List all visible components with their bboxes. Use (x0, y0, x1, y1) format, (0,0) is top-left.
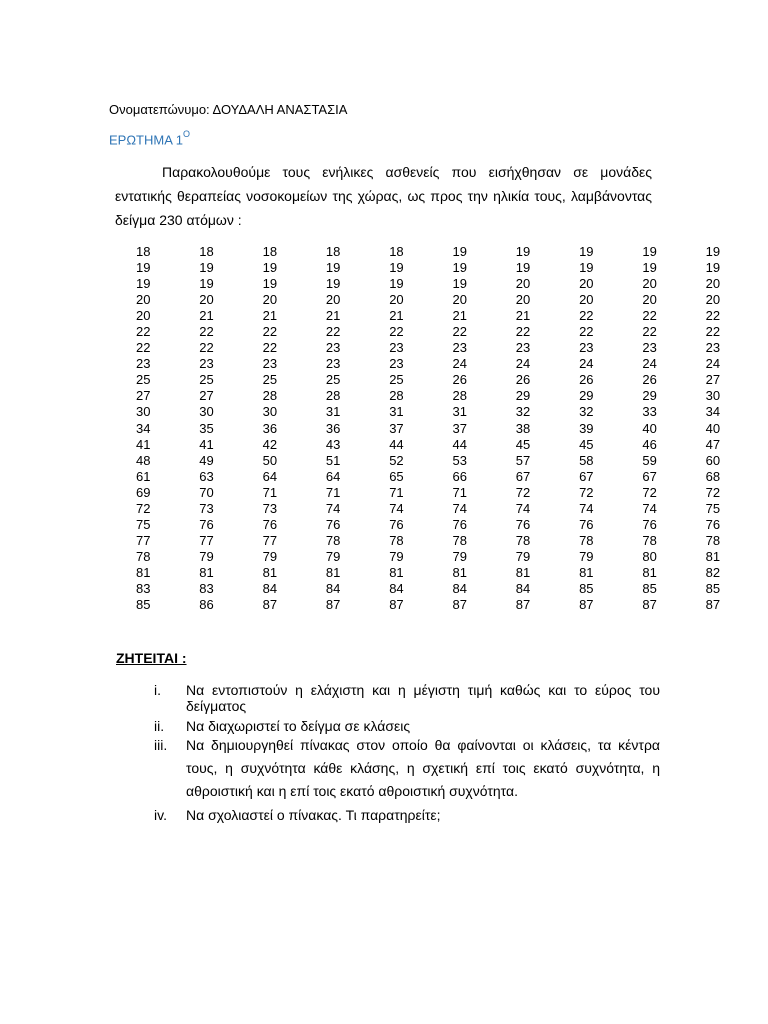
data-cell: 19 (199, 276, 214, 292)
data-cell: 57 (515, 452, 531, 468)
data-cell: 44 (452, 436, 467, 452)
data-cell: 22 (389, 324, 404, 340)
data-cell: 32 (515, 404, 531, 420)
data-cell: 37 (389, 420, 404, 436)
data-cell: 78 (452, 532, 467, 548)
data-cell: 26 (579, 372, 594, 388)
data-cell: 36 (325, 420, 341, 436)
data-cell: 87 (325, 597, 341, 613)
requirement-text: Να εντοπιστούν η ελάχιστη και η μέγιστη τιμή καθώς και το εύρος του δείγματος (186, 682, 660, 714)
data-cell: 22 (705, 324, 721, 340)
data-cell: 19 (705, 260, 721, 276)
data-cell: 78 (389, 532, 404, 548)
data-row (126, 469, 759, 485)
data-cell: 20 (389, 292, 404, 308)
data-row (126, 324, 759, 340)
data-cell: 34 (136, 420, 151, 436)
data-cell: 25 (262, 372, 278, 388)
data-cell: 28 (389, 388, 404, 404)
data-cell: 72 (515, 484, 531, 500)
requirement-item (140, 682, 660, 714)
data-cell: 42 (262, 436, 278, 452)
data-cell: 84 (325, 581, 341, 596)
data-cell: 64 (325, 468, 341, 484)
data-cell: 73 (262, 500, 278, 516)
requirement-item (140, 734, 660, 803)
data-row (126, 549, 759, 565)
data-cell: 25 (325, 372, 341, 388)
data-cell: 74 (515, 500, 531, 516)
data-cell: 77 (199, 532, 214, 548)
data-cell: 79 (262, 548, 278, 564)
data-cell: 41 (136, 436, 151, 452)
requirement-text: Να διαχωριστεί το δείγμα σε κλάσεις (186, 718, 411, 734)
data-cell: 24 (579, 356, 594, 372)
sample-data-table (126, 244, 759, 613)
data-cell: 66 (452, 468, 467, 484)
data-cell: 78 (325, 532, 341, 548)
data-row (126, 597, 759, 613)
data-cell: 40 (705, 420, 721, 436)
data-cell: 27 (136, 388, 151, 404)
requirement-text: Να δημιουργηθεί πίνακας στον οποίο θα φαίνονται οι κλάσεις, τα κέντρα τους, η συχνότητα κάθε κλάσης, η σχετική επί τοις εκατό συχνότητα, η αθροιστική και η επί τοις εκατό αθροιστική συχνότητα. (186, 737, 660, 799)
data-cell: 67 (515, 468, 531, 484)
data-cell: 81 (199, 564, 214, 580)
data-cell: 78 (642, 532, 657, 548)
data-cell: 35 (199, 420, 214, 436)
data-cell: 21 (199, 308, 214, 324)
data-cell: 81 (642, 564, 657, 580)
data-cell: 72 (705, 484, 721, 500)
data-cell: 23 (325, 340, 341, 356)
data-cell: 79 (199, 548, 214, 564)
data-cell: 75 (136, 516, 151, 532)
data-cell: 84 (262, 581, 278, 596)
data-cell: 77 (136, 532, 151, 548)
data-cell: 23 (325, 356, 341, 372)
data-cell: 40 (642, 420, 657, 436)
data-cell: 68 (705, 468, 721, 484)
data-cell: 20 (452, 292, 467, 308)
data-cell: 76 (199, 516, 214, 532)
requirement-item (140, 718, 660, 734)
data-cell: 85 (579, 581, 594, 596)
data-cell: 85 (642, 581, 657, 596)
data-cell: 22 (262, 324, 278, 340)
data-cell: 22 (199, 340, 214, 356)
data-cell: 23 (579, 340, 594, 356)
data-cell: 84 (389, 581, 404, 596)
data-cell: 34 (705, 404, 721, 420)
intro-text: Παρακολουθούμε τους ενήλικες ασθενείς που εισήχθησαν σε μονάδες εντατικής θεραπείας νοσοκομείων της χώρας, ως προς την ηλικία τους, λαμβάνοντας δείγμα 230 ατόμων : (115, 164, 652, 228)
data-cell: 72 (136, 500, 151, 516)
data-cell: 23 (389, 340, 404, 356)
data-cell: 30 (705, 388, 721, 404)
data-cell: 33 (642, 404, 657, 420)
data-cell: 78 (705, 532, 721, 548)
question-superscript: Ο (183, 129, 191, 139)
data-cell: 52 (389, 452, 404, 468)
data-cell: 19 (579, 244, 594, 260)
data-cell: 49 (199, 452, 214, 468)
data-cell: 20 (705, 276, 721, 292)
data-cell: 22 (515, 324, 531, 340)
data-cell: 19 (515, 244, 531, 260)
data-cell: 25 (199, 372, 214, 388)
data-cell: 65 (389, 468, 404, 484)
data-cell: 24 (705, 356, 721, 372)
data-cell: 81 (136, 564, 151, 580)
data-cell: 87 (579, 597, 594, 613)
data-cell: 22 (452, 324, 467, 340)
data-cell: 76 (705, 516, 721, 532)
data-cell: 18 (199, 244, 214, 260)
data-cell: 23 (705, 340, 721, 356)
data-cell: 22 (642, 324, 657, 340)
data-cell: 20 (136, 308, 151, 324)
data-cell: 79 (452, 548, 467, 564)
data-row (126, 404, 759, 420)
data-row (126, 565, 759, 581)
data-cell: 19 (389, 260, 404, 276)
data-cell: 81 (325, 564, 341, 580)
data-cell: 74 (325, 500, 341, 516)
data-cell: 28 (452, 388, 467, 404)
data-cell: 61 (136, 468, 151, 484)
data-cell: 30 (136, 404, 151, 420)
data-cell: 71 (325, 484, 341, 500)
data-cell: 22 (199, 324, 214, 340)
data-cell: 20 (199, 292, 214, 308)
data-cell: 51 (325, 452, 341, 468)
data-cell: 81 (515, 564, 531, 580)
data-cell: 86 (199, 597, 214, 613)
data-cell: 75 (705, 500, 721, 516)
data-cell: 23 (452, 340, 467, 356)
data-cell: 19 (262, 260, 278, 276)
data-cell: 81 (705, 548, 721, 564)
data-cell: 18 (389, 244, 404, 260)
data-cell: 23 (389, 356, 404, 372)
data-cell: 74 (389, 500, 404, 516)
data-cell: 67 (579, 468, 594, 484)
data-row (126, 276, 759, 292)
data-cell: 71 (452, 484, 467, 500)
data-cell: 59 (642, 452, 657, 468)
data-cell: 79 (325, 548, 341, 564)
data-cell: 76 (452, 516, 467, 532)
requirement-number: iii. (154, 737, 168, 753)
data-cell: 76 (579, 516, 594, 532)
data-cell: 85 (136, 597, 151, 613)
data-cell: 23 (199, 356, 214, 372)
data-row (126, 292, 759, 308)
data-row (126, 388, 759, 404)
data-cell: 22 (262, 340, 278, 356)
data-cell: 21 (452, 308, 467, 324)
data-cell: 20 (705, 292, 721, 308)
data-cell: 76 (515, 516, 531, 532)
data-cell: 28 (325, 388, 341, 404)
data-cell: 20 (515, 292, 531, 308)
data-row (126, 453, 759, 469)
data-row (126, 244, 759, 260)
data-cell: 60 (705, 452, 721, 468)
data-row (126, 485, 759, 501)
data-cell: 43 (325, 436, 341, 452)
data-cell: 19 (199, 260, 214, 276)
data-cell: 78 (515, 532, 531, 548)
data-row (126, 260, 759, 276)
data-cell: 82 (705, 564, 721, 580)
data-cell: 39 (579, 420, 594, 436)
data-cell: 19 (262, 276, 278, 292)
data-cell: 87 (515, 597, 531, 613)
data-cell: 78 (136, 548, 151, 564)
data-cell: 20 (579, 292, 594, 308)
data-cell: 38 (515, 420, 531, 436)
requirement-text: Να σχολιαστεί ο πίνακας. Τι παρατηρείτε; (186, 807, 441, 823)
data-cell: 19 (389, 276, 404, 292)
data-cell: 29 (579, 388, 594, 404)
intro-paragraph (115, 160, 652, 232)
data-cell: 73 (199, 500, 214, 516)
data-cell: 67 (642, 468, 657, 484)
requirement-number: iv. (154, 807, 167, 823)
data-cell: 26 (515, 372, 531, 388)
data-cell: 20 (515, 276, 531, 292)
data-cell: 80 (642, 548, 657, 564)
data-cell: 22 (579, 308, 594, 324)
data-cell: 81 (262, 564, 278, 580)
data-cell: 81 (579, 564, 594, 580)
data-row (126, 501, 759, 517)
data-cell: 22 (136, 324, 151, 340)
data-cell: 69 (136, 484, 151, 500)
data-cell: 79 (579, 548, 594, 564)
data-cell: 83 (199, 581, 214, 596)
data-cell: 22 (705, 308, 721, 324)
requirement-item (140, 807, 660, 823)
data-cell: 25 (389, 372, 404, 388)
data-cell: 26 (642, 372, 657, 388)
data-row (126, 372, 759, 388)
data-cell: 64 (262, 468, 278, 484)
data-cell: 76 (325, 516, 341, 532)
data-cell: 87 (705, 597, 721, 613)
data-cell: 72 (642, 484, 657, 500)
data-cell: 22 (136, 340, 151, 356)
data-cell: 27 (199, 388, 214, 404)
data-cell: 19 (325, 276, 341, 292)
data-cell: 58 (579, 452, 594, 468)
requirement-number: ii. (154, 718, 165, 734)
data-cell: 30 (199, 404, 214, 420)
data-cell: 31 (325, 404, 341, 420)
question-title (109, 131, 190, 147)
data-cell: 41 (199, 436, 214, 452)
data-cell: 29 (515, 388, 531, 404)
data-cell: 74 (642, 500, 657, 516)
data-cell: 47 (705, 436, 721, 452)
data-cell: 87 (262, 597, 278, 613)
question-title-text: ΕΡΩΤΗΜΑ 1 (109, 132, 184, 148)
data-cell: 84 (515, 581, 531, 596)
data-cell: 22 (579, 324, 594, 340)
data-cell: 74 (579, 500, 594, 516)
data-cell: 23 (136, 356, 151, 372)
data-cell: 83 (136, 581, 151, 596)
data-cell: 77 (262, 532, 278, 548)
data-row (126, 356, 759, 372)
data-cell: 22 (642, 308, 657, 324)
data-cell: 85 (705, 581, 721, 596)
data-cell: 76 (389, 516, 404, 532)
data-cell: 20 (642, 292, 657, 308)
data-cell: 27 (705, 372, 721, 388)
data-cell: 81 (389, 564, 404, 580)
data-cell: 29 (642, 388, 657, 404)
requirements-heading: ΖΗΤΕΙΤΑΙ : (116, 650, 187, 666)
data-cell: 23 (515, 340, 531, 356)
data-cell: 45 (579, 436, 594, 452)
data-cell: 72 (579, 484, 594, 500)
data-cell: 20 (325, 292, 341, 308)
data-cell: 18 (136, 244, 151, 260)
data-cell: 79 (515, 548, 531, 564)
data-cell: 24 (642, 356, 657, 372)
data-cell: 23 (262, 356, 278, 372)
data-cell: 21 (389, 308, 404, 324)
data-cell: 24 (452, 356, 467, 372)
requirements-list (140, 682, 660, 827)
data-cell: 30 (262, 404, 278, 420)
data-cell: 19 (325, 260, 341, 276)
data-cell: 36 (262, 420, 278, 436)
data-cell: 18 (325, 244, 341, 260)
data-cell: 20 (136, 292, 151, 308)
data-cell: 19 (515, 260, 531, 276)
data-cell: 70 (199, 484, 214, 500)
data-cell: 21 (515, 308, 531, 324)
data-cell: 19 (136, 276, 151, 292)
data-cell: 19 (642, 260, 657, 276)
data-cell: 24 (515, 356, 531, 372)
data-cell: 21 (325, 308, 341, 324)
data-cell: 20 (642, 276, 657, 292)
data-cell: 19 (452, 244, 467, 260)
data-cell: 71 (262, 484, 278, 500)
data-cell: 25 (136, 372, 151, 388)
data-cell: 21 (262, 308, 278, 324)
data-cell: 19 (136, 260, 151, 276)
data-cell: 87 (642, 597, 657, 613)
data-cell: 20 (262, 292, 278, 308)
data-cell: 44 (389, 436, 404, 452)
data-row (126, 581, 759, 597)
data-cell: 22 (325, 324, 341, 340)
data-cell: 31 (389, 404, 404, 420)
data-cell: 48 (136, 452, 151, 468)
data-cell: 19 (452, 276, 467, 292)
data-cell: 71 (389, 484, 404, 500)
data-cell: 20 (579, 276, 594, 292)
student-name: Ονοματεπώνυμο: ΔΟΥΔΑΛΗ ΑΝΑΣΤΑΣΙΑ (109, 102, 348, 117)
data-row (126, 437, 759, 453)
data-cell: 76 (642, 516, 657, 532)
data-cell: 63 (199, 468, 214, 484)
data-cell: 31 (452, 404, 467, 420)
data-cell: 26 (452, 372, 467, 388)
data-row (126, 421, 759, 437)
data-cell: 78 (579, 532, 594, 548)
data-cell: 50 (262, 452, 278, 468)
data-cell: 84 (452, 581, 467, 596)
data-cell: 87 (452, 597, 467, 613)
data-cell: 18 (262, 244, 278, 260)
data-cell: 19 (579, 260, 594, 276)
data-cell: 79 (389, 548, 404, 564)
data-cell: 28 (262, 388, 278, 404)
data-cell: 19 (452, 260, 467, 276)
data-row (126, 517, 759, 533)
data-cell: 76 (262, 516, 278, 532)
data-cell: 37 (452, 420, 467, 436)
data-cell: 19 (642, 244, 657, 260)
data-cell: 87 (389, 597, 404, 613)
data-cell: 23 (642, 340, 657, 356)
data-row (126, 340, 759, 356)
data-cell: 81 (452, 564, 467, 580)
data-cell: 45 (515, 436, 531, 452)
data-cell: 19 (705, 244, 721, 260)
data-row (126, 308, 759, 324)
data-cell: 32 (579, 404, 594, 420)
requirement-number: i. (154, 682, 161, 698)
data-cell: 53 (452, 452, 467, 468)
data-cell: 46 (642, 436, 657, 452)
data-cell: 74 (452, 500, 467, 516)
data-row (126, 533, 759, 549)
